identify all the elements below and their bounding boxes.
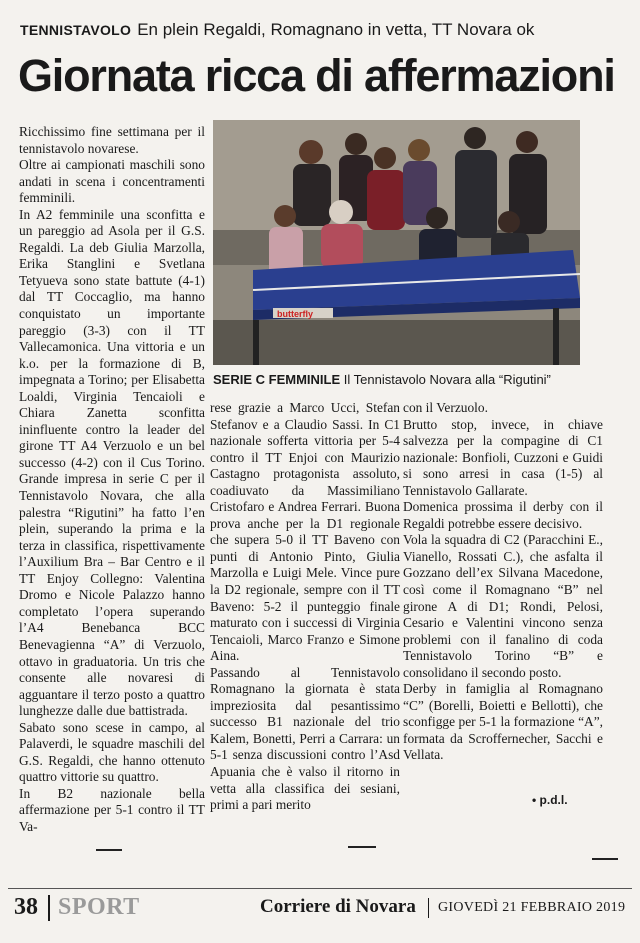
headline: Giornata ricca di affermazioni (18, 50, 615, 101)
paragraph: Ricchissimo fine settimana per il tennistavolo novarese. (19, 124, 205, 156)
paragraph: Brutto stop, invece, in chiave salvezza per la compagine di C1 nazionale: Bonfioli, Cuzzoni e Guidi si sono arresi in casa (1-5) al Tennistavolo Gallarate. (403, 416, 603, 498)
team-photo-image (213, 120, 580, 365)
author-signature: • p.d.l. (532, 793, 568, 807)
article-column-2 (210, 400, 400, 814)
table-brand-text: butterfly (277, 309, 313, 319)
caption-tag: SERIE C FEMMINILE (213, 372, 341, 387)
photo-caption (213, 372, 603, 387)
kicker-text: En plein Regaldi, Romagnano in vetta, TT Novara ok (137, 20, 535, 39)
caption-text: Il Tennistavolo Novara alla “Rigutini” (343, 372, 551, 387)
paragraph: Domenica prossima il derby con il Regaldi potrebbe essere decisivo. (403, 499, 603, 531)
paragraph: con il Verzuolo. (403, 400, 488, 415)
publication-date: GIOVEDÌ 21 FEBBRAIO 2019 (438, 900, 626, 915)
paragraph: Vola la squadra di C2 (Paracchini E., Vianello, Rossati C.), che asfalta il Gozzano dell’ex Silvana Macedone, così come il Romagnano “B” nel girone A di D1; Rondi, Pelosi, Cesario e Valentini vincono senza problemi con il fanalino di coda Tennistavolo Torino “B” e consolidano il secondo posto. (403, 532, 603, 680)
paragraph: Passando al Tennistavolo Romagnano la giornata è stata impreziosita dal pesantissimo successo B1 nazionale del trio Kalem, Bonetti, Perri a Carrara: un 5-1 senza discussioni contro l’Asd Apuania che è valso il ritorno in vetta alla classifica dei sesiani, primi a pari merito (210, 664, 400, 813)
footer-rule (8, 888, 632, 889)
newspaper-name: Corriere di Novara (260, 896, 416, 917)
page-number: 38 (14, 894, 38, 920)
kicker-tag: TENNISTAVOLO (20, 22, 132, 38)
article-column-1 (19, 124, 205, 836)
article-column-3 (403, 400, 603, 764)
footer-divider (428, 898, 429, 918)
paragraph: Sabato sono scese in campo, al Palaverdi, le squadre maschili del G.S. Regaldi, che hanno ottenuto quattro vittorie su quattro. (19, 719, 205, 785)
scan-mark (592, 858, 618, 860)
paragraph: Oltre ai campionati maschili sono andati in scena i concentramenti femminili. (19, 157, 205, 206)
scan-mark (348, 846, 376, 848)
signature-text: p.d.l. (539, 793, 568, 807)
paragraph: rese grazie a Marco Ucci, Stefan Stefanov e a Claudio Sassi. In C1 nazionale sofferta vittoria per 5-4 contro il TT Enjoi con Maurizio Castagno protagonista assoluto, coadiuvato da Massimiliano Cristofaro e Andrea Ferrari. Buona prova anche per la D1 regionale che supera 5-0 il TT Baveno con punti di Antonio Pinto, Giulia Marzolla e Luigi Mele. Vince pure la D2 regionale, sempre con il TT Baveno: 5-2 il punteggio finale maturato con i successi di Virginia Tencaioli, Marco Franzo e Simone Aina. (210, 400, 400, 664)
footer-divider (48, 895, 50, 921)
paragraph: In A2 femminile una sconfitta e un pareggio ad Asola per il G.S. Regaldi. La deb Giulia Marzolla, Erika Stanglini e Svetlana Tetyueva sono state battute (4-1) dal TT Coccaglio, ma hanno conquistato un importante pareggio (3-3) con il TT Vallecamonica. Una vittoria e un k.o. per la formazione di B, impegnata a Torino; per Elisabetta Loaldi, Virginia Tencaioli e Chiara Zanetta sconfitta ininfluente contro la leader del girone TT A4 Verzuolo e un bel successo (4-2) con il Cus Torino. Grande impresa in serie C per il Tennistavolo Novara, che alla palestra “Rigutini” ha fatto l’en plein, superando la prima e la terza in classifica, rispettivamente l’Auxilium Bra – Bar Centro e il TT Enjoy Collegno: Valentina Dromo e Nicole Palazzo hanno completato l’opera superando l’A4 Benebanca BCC Benevagienna “A” di Verzuolo, ottavo in graduatoria. Un tris che consente alle novaresi di agguantare il terzo posto a quattro lunghezze dalle due battistrada. (19, 206, 205, 719)
section-name: SPORT (58, 894, 140, 920)
scan-mark (96, 849, 122, 851)
kicker (20, 20, 620, 40)
paragraph: In B2 nazionale bella affermazione per 5-1 contro il TT Va- (19, 785, 205, 834)
paragraph: Derby in famiglia al Romagnano “C” (Borelli, Boietti e Bellotti), che sconfigge per 5-1 la formazione “A”, formata da Scroffernecher, Sacchi e Vellata. (403, 681, 603, 763)
team-photo (213, 120, 580, 365)
